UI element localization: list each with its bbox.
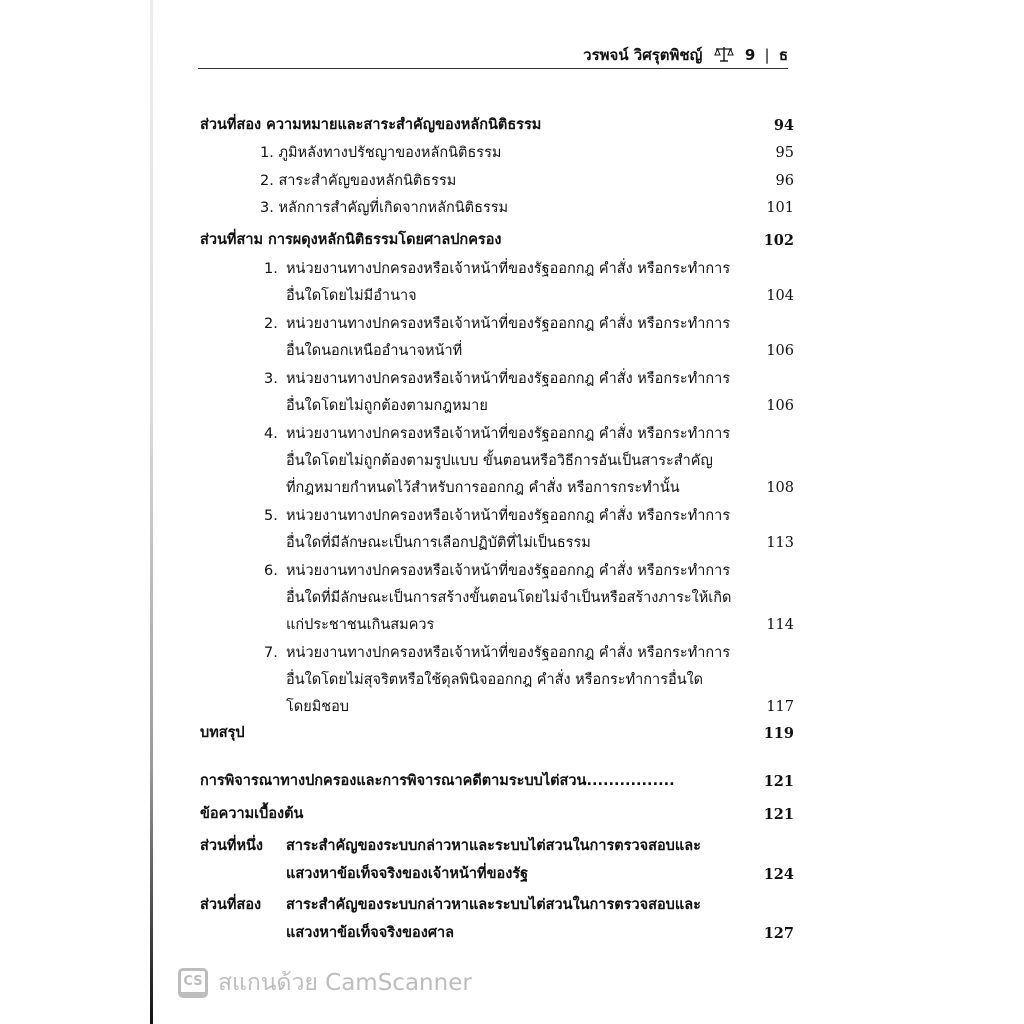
part-prefix: ส่วนที่หนึ่ง xyxy=(200,838,264,854)
toc-entry-label: ส่วนที่สาม การผดุงหลักนิติธรรมโดยศาลปกครอง xyxy=(200,232,502,248)
toc-entry-page: 96 xyxy=(775,173,794,189)
toc-entry-line: อื่นใดนอกเหนืออำนาจหน้าที่ xyxy=(286,343,463,359)
toc-entry-line: หน่วยงานทางปกครองหรือเจ้าหน้าที่ของรัฐออกกฎ คำสั่ง หรือกระทำการ xyxy=(286,508,731,524)
toc-entry-page: 106 xyxy=(766,398,794,414)
toc-entry-page: 95 xyxy=(775,145,794,161)
scales-of-justice-icon xyxy=(714,46,734,62)
toc-entry-page: 101 xyxy=(766,200,794,216)
toc-entry-line: อื่นใดที่มีลักษณะเป็นการเลือกปฏิบัติที่ไม่เป็นธรรม xyxy=(286,535,591,551)
toc-entry-line: หน่วยงานทางปกครองหรือเจ้าหน้าที่ของรัฐออกกฎ คำสั่ง หรือกระทำการ xyxy=(286,371,731,387)
toc-entry-page: 113 xyxy=(766,535,794,551)
toc-entry-line: แสวงหาข้อเท็จจริงของศาล xyxy=(286,925,455,941)
page-spine-shadow xyxy=(150,0,153,1024)
toc-entry-number: 6. xyxy=(264,563,278,579)
watermark-text: สแกนด้วย CamScanner xyxy=(218,970,472,996)
toc-entry-number: 7. xyxy=(264,645,278,661)
toc-entry-line: สาระสำคัญของระบบกล่าวหาและระบบไต่สวนในการตรวจสอบและ xyxy=(286,897,701,913)
camscanner-watermark xyxy=(178,966,472,1000)
toc-entry-line: หน่วยงานทางปกครองหรือเจ้าหน้าที่ของรัฐออกกฎ คำสั่ง หรือกระทำการ xyxy=(286,563,731,579)
toc-entry-line: แสวงหาข้อเท็จจริงของเจ้าหน้าที่ของรัฐ xyxy=(286,866,529,882)
toc-entry-page: 127 xyxy=(763,925,794,942)
toc-entry-number: 3. xyxy=(264,371,278,387)
toc-entry-line: หน่วยงานทางปกครองหรือเจ้าหน้าที่ของรัฐออกกฎ คำสั่ง หรือกระทำการ xyxy=(286,316,731,332)
toc-entry-page: 102 xyxy=(763,232,794,249)
chapter-page: 121 xyxy=(763,773,794,790)
part-prefix: ส่วนที่สอง xyxy=(200,897,262,913)
toc-entry-line: หน่วยงานทางปกครองหรือเจ้าหน้าที่ของรัฐออกกฎ คำสั่ง หรือกระทำการ xyxy=(286,261,731,277)
toc-entry-page: 124 xyxy=(763,866,794,883)
toc-entry-page: 117 xyxy=(766,699,794,715)
toc-entry-page: 94 xyxy=(773,117,794,134)
camscanner-logo-text: CS xyxy=(183,974,203,989)
toc-entry-line: แก่ประชาชนเกินสมควร xyxy=(286,617,435,633)
running-header xyxy=(198,46,788,69)
header-author: วรพจน์ วิศรุตพิชญ์ xyxy=(583,46,703,64)
toc-entry-number: 2. xyxy=(264,316,278,332)
toc-entry-line: อื่นใดโดยไม่ถูกต้องตามกฎหมาย xyxy=(286,398,488,414)
toc-entry-label: 2. สาระสำคัญของหลักนิติธรรม xyxy=(260,173,457,189)
toc-entry-line: อื่นใดโดยไม่มีอำนาจ xyxy=(286,288,417,304)
toc-entry-line: หน่วยงานทางปกครองหรือเจ้าหน้าที่ของรัฐออกกฎ คำสั่ง หรือกระทำการ xyxy=(286,426,731,442)
toc-entry-page: 106 xyxy=(766,343,794,359)
header-separator: | xyxy=(764,46,770,64)
header-page-number: 9 xyxy=(744,46,756,64)
toc-entry-label: 3. หลักการสำคัญที่เกิดจากหลักนิติธรรม xyxy=(260,200,509,216)
header-page-thai: ธ xyxy=(778,46,788,64)
toc-entry-number: 5. xyxy=(264,508,278,524)
toc-entry-line: อื่นใดที่มีลักษณะเป็นการสร้างขั้นตอนโดยไม่จำเป็นหรือสร้างภาระให้เกิด xyxy=(286,590,732,606)
toc-entry-label: ส่วนที่สอง ความหมายและสาระสำคัญของหลักนิติธรรม xyxy=(200,117,542,133)
toc-entry-page: 104 xyxy=(766,288,794,304)
toc-entry-page: 114 xyxy=(766,617,794,633)
toc-entry-line: สาระสำคัญของระบบกล่าวหาและระบบไต่สวนในการตรวจสอบและ xyxy=(286,838,701,854)
toc-entry-line: โดยมิชอบ xyxy=(286,699,350,715)
toc-entry-line: ที่กฎหมายกำหนดไว้สำหรับการออกกฎ คำสั่ง หรือการกระทำนั้น xyxy=(286,480,680,496)
toc-entry-label: ข้อความเบื้องต้น xyxy=(200,806,304,822)
toc-entry-page: 121 xyxy=(763,806,794,823)
camscanner-logo-icon xyxy=(178,968,208,998)
toc-entry-line: อื่นใดโดยไม่ถูกต้องตามรูปแบบ ขั้นตอนหรือวิธีการอันเป็นสาระสำคัญ xyxy=(286,453,713,469)
toc-entry-number: 4. xyxy=(264,426,278,442)
toc-entry-label: บทสรุป xyxy=(200,725,245,741)
toc-entry-label: 1. ภูมิหลังทางปรัชญาของหลักนิติธรรม xyxy=(260,145,502,161)
toc-entry-page: 119 xyxy=(763,725,794,742)
toc-entry-number: 1. xyxy=(264,261,278,277)
chapter-title: การพิจารณาทางปกครองและการพิจารณาคดีตามระบบไต่สวน................ xyxy=(200,773,675,789)
toc-entry-page: 108 xyxy=(766,480,794,496)
toc-entry-line: หน่วยงานทางปกครองหรือเจ้าหน้าที่ของรัฐออกกฎ คำสั่ง หรือกระทำการ xyxy=(286,645,731,661)
toc-entry-line: อื่นใดโดยไม่สุจริตหรือใช้ดุลพินิจออกกฎ คำสั่ง หรือกระทำการอื่นใด xyxy=(286,672,704,688)
